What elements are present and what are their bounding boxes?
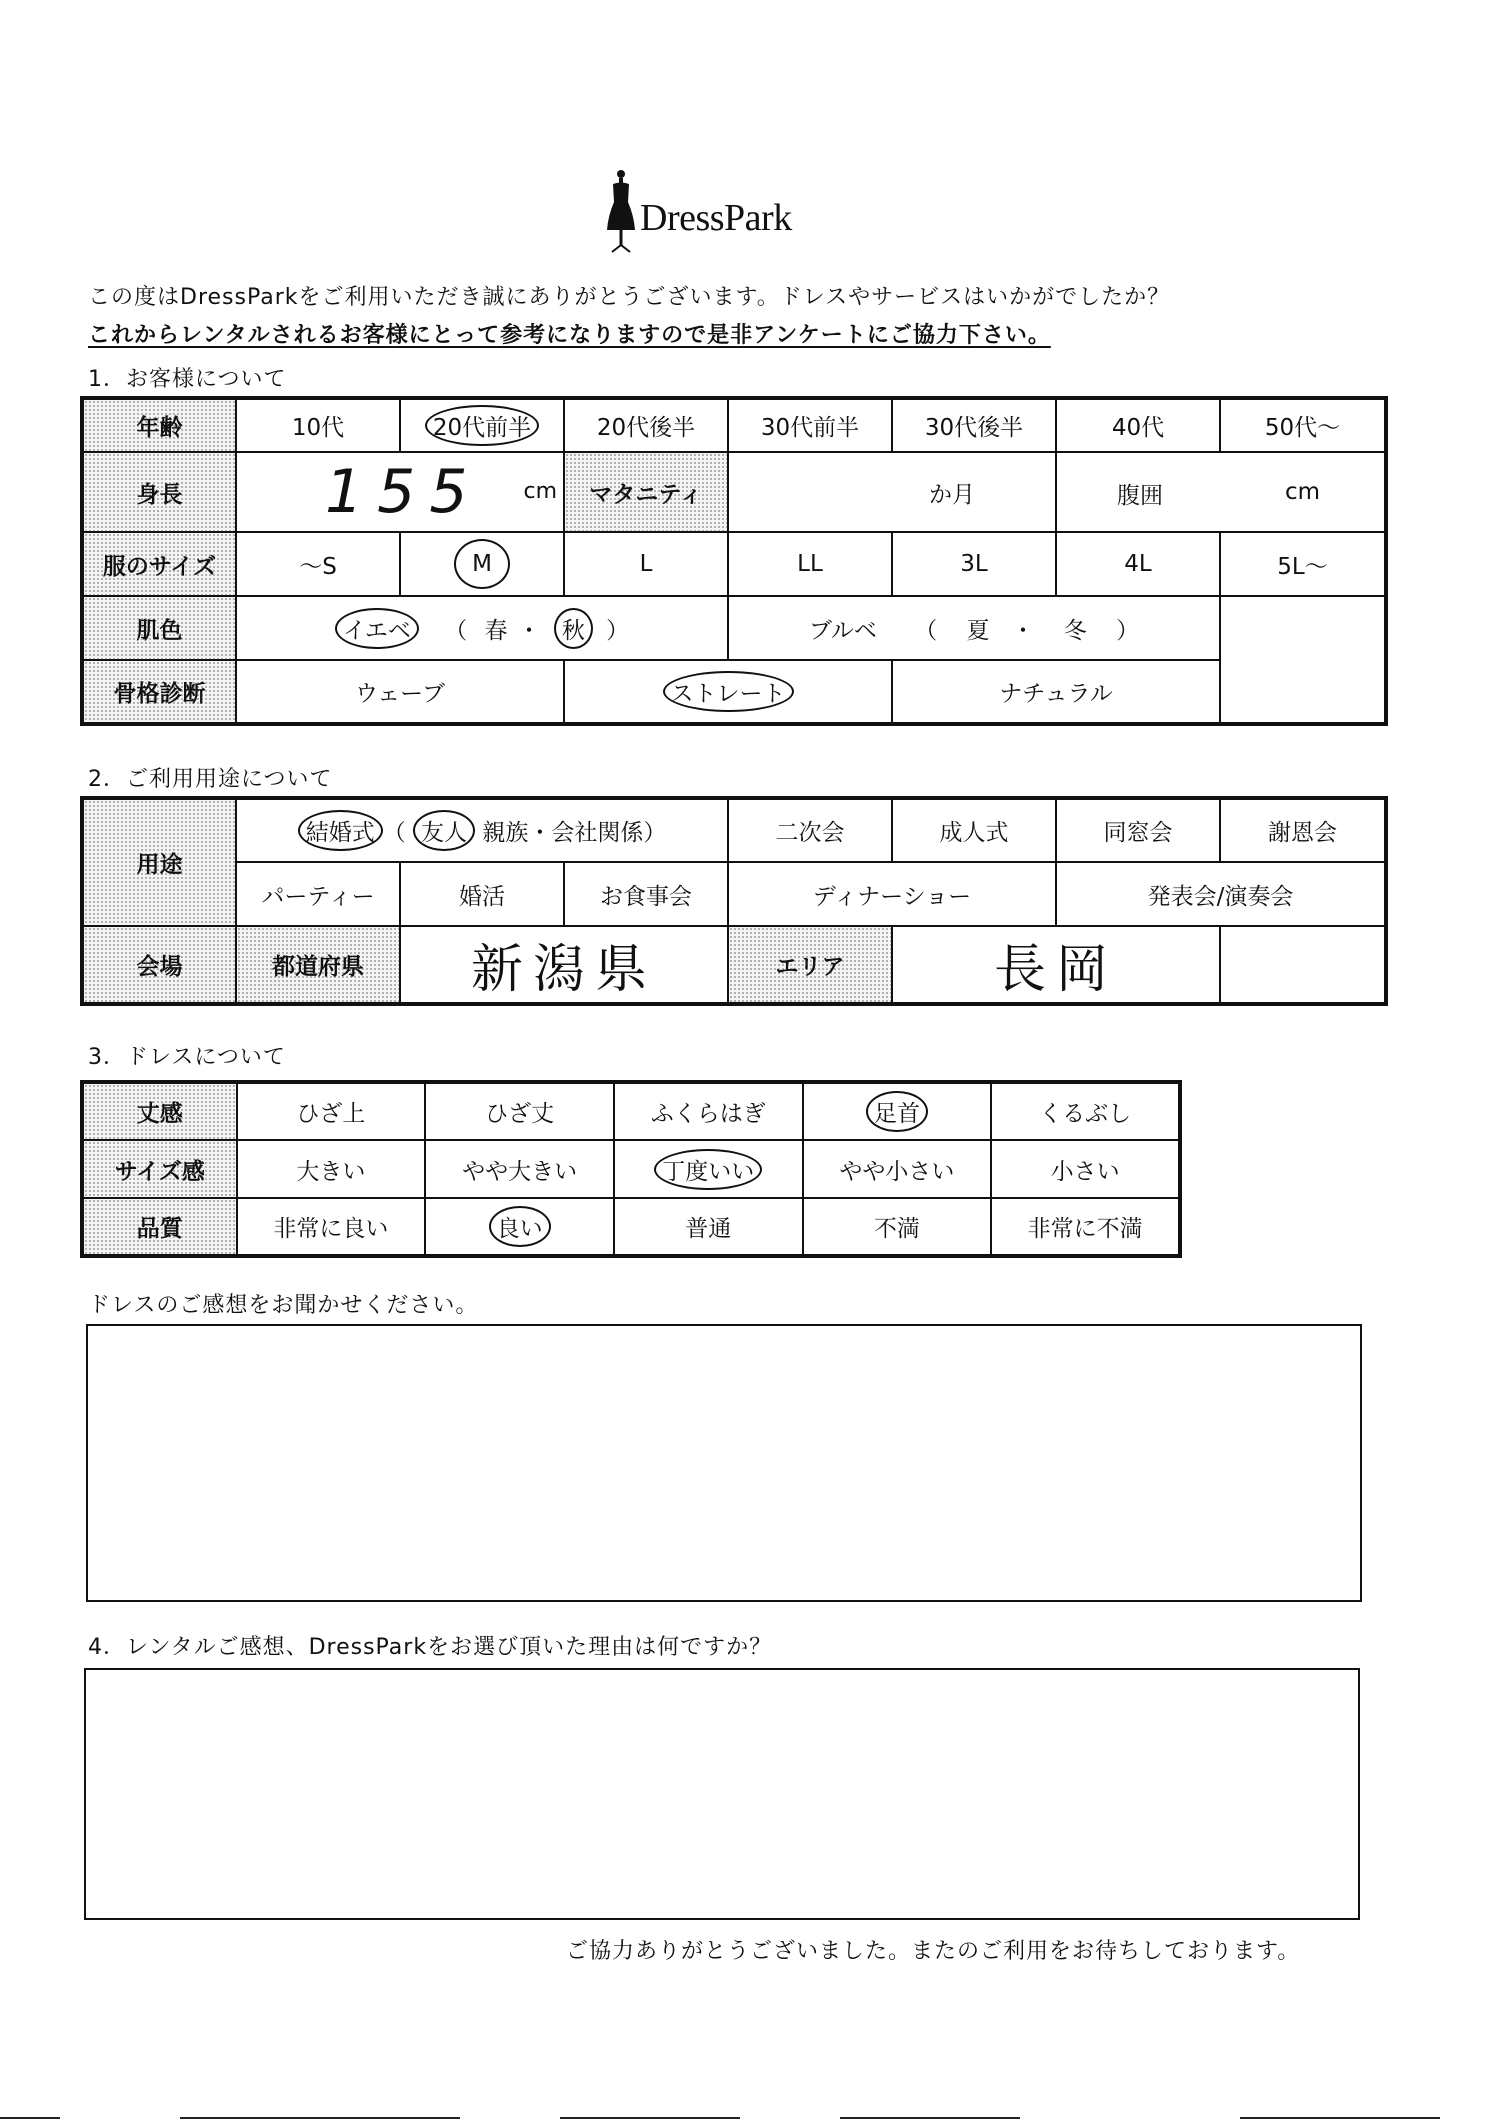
quality-option[interactable]: 非常に良い [237,1198,426,1256]
customer-table [80,396,1388,726]
area-field[interactable] [892,926,1220,1004]
yellow-base-selected: イエベ [335,608,419,649]
friend-selected: 友人 [413,810,475,851]
height-unit: cm [523,479,557,504]
yellow-base-field[interactable]: イエベ （ 春 ・ 秋 ） [236,596,728,660]
age-row [82,398,1386,452]
quality-label: 品質 [82,1198,237,1256]
section2-title: 2．ご利用用途について [88,767,333,792]
dresspark-logo [600,168,860,260]
usage-option[interactable]: お食事会 [564,862,728,926]
length-row [82,1082,1180,1140]
summer-option: 夏 [966,617,990,644]
age-option[interactable]: 30代前半 [728,398,892,452]
size-option[interactable]: 4L [1056,532,1220,596]
fit-option-selected[interactable]: 丁度いい [614,1140,803,1198]
frame-row [82,660,1386,724]
age-option[interactable]: 50代～ [1220,398,1386,452]
usage-option[interactable]: 婚活 [400,862,564,926]
blank-cell [1220,926,1386,1004]
frame-option[interactable]: ナチュラル [892,660,1220,724]
usage-row-1 [82,798,1386,862]
spring-option: 春 [484,617,508,644]
family-company-option: 親族・会社関係 [482,820,644,846]
scan-edge [180,2117,460,2119]
months-unit: か月 [929,481,975,508]
section1-title: 1．お客様について [88,367,287,392]
size-option[interactable]: ～S [236,532,400,596]
frame-option-selected[interactable]: ストレート [564,660,892,724]
size-option[interactable]: LL [728,532,892,596]
section3-title: 3．ドレスについて [88,1045,286,1070]
size-row [82,532,1386,596]
waist-label: 腹囲 [1117,483,1163,509]
usage-option[interactable]: ディナーショー [728,862,1056,926]
fit-option[interactable]: 小さい [991,1140,1180,1198]
quality-row [82,1198,1180,1256]
length-option[interactable]: ひざ丈 [425,1082,614,1140]
usage-row-2 [82,862,1386,926]
quality-option[interactable]: 普通 [614,1198,803,1256]
area-value: 長岡 [994,940,1119,1000]
age-option[interactable]: 40代 [1056,398,1220,452]
height-value: 155 [325,457,482,527]
brand-name: DressPark [640,197,792,239]
intro-request: これからレンタルされるお客様にとって参考になりますので是非アンケートにご協力下さい。 [88,323,1051,348]
length-label: 丈感 [82,1082,237,1140]
dress-comment-prompt: ドレスのご感想をお聞かせください。 [88,1293,479,1318]
usage-option[interactable]: 二次会 [728,798,892,862]
blue-base-option: ブルベ [808,617,877,644]
skin-row [82,596,1386,660]
fit-option[interactable]: やや小さい [803,1140,992,1198]
quality-option[interactable]: 不満 [803,1198,992,1256]
wedding-field[interactable]: 結婚式 （ 友人 親族・会社関係） [236,798,728,862]
size-option[interactable]: L [564,532,728,596]
scan-edge [560,2117,740,2119]
usage-table [80,796,1388,1006]
size-option[interactable]: 5L～ [1220,532,1386,596]
usage-option[interactable]: 謝恩会 [1220,798,1386,862]
prefecture-value: 新潟県 [471,940,658,1000]
autumn-selected: 秋 [554,608,593,649]
length-option-selected[interactable]: 足首 [803,1082,992,1140]
age-option[interactable]: 20代後半 [564,398,728,452]
area-label: エリア [728,926,892,1004]
usage-option[interactable]: 発表会/演奏会 [1056,862,1386,926]
fit-label: サイズ感 [82,1140,237,1198]
usage-option[interactable]: パーティー [236,862,400,926]
waist-field[interactable] [1056,452,1386,532]
waist-unit: cm [1284,479,1320,505]
age-option-selected[interactable]: 20代前半 [400,398,564,452]
frame-label: 骨格診断 [82,660,236,724]
size-option[interactable]: 3L [892,532,1056,596]
frame-option[interactable]: ウェーブ [236,660,564,724]
intro-text: この度はDressParkをご利用いただき誠にありがとうございます。ドレスやサービスはいかがでしたか？ [88,285,1171,310]
usage-option[interactable]: 同窓会 [1056,798,1220,862]
quality-option-selected[interactable]: 良い [425,1198,614,1256]
usage-label: 用途 [82,798,236,926]
skin-label: 肌色 [82,596,236,660]
dress-form-icon [604,168,638,254]
section4-title: 4．レンタルご感想、DressParkをお選び頂いた理由は何ですか？ [88,1635,773,1660]
fit-option[interactable]: 大きい [237,1140,426,1198]
height-row [82,452,1386,532]
fit-row [82,1140,1180,1198]
size-option-selected[interactable]: M [400,532,564,596]
maternity-months-field[interactable] [728,452,1056,532]
venue-row [82,926,1386,1004]
age-label: 年齢 [82,398,236,452]
scan-edge [840,2117,1020,2119]
usage-option[interactable]: 成人式 [892,798,1056,862]
prefecture-field[interactable] [400,926,728,1004]
scan-edge [0,2117,60,2119]
wedding-selected: 結婚式 [298,810,383,851]
prefecture-label: 都道府県 [236,926,400,1004]
age-option[interactable]: 30代後半 [892,398,1056,452]
venue-label: 会場 [82,926,236,1004]
age-option[interactable]: 10代 [236,398,400,452]
size-label: 服のサイズ [82,532,236,596]
blank-cell [1220,596,1386,660]
length-option[interactable]: ふくらはぎ [614,1082,803,1140]
length-option[interactable]: ひざ上 [237,1082,426,1140]
winter-option: 冬 [1063,617,1087,644]
footer-thanks: ご協力ありがとうございました。またのご利用をお待ちしております。 [566,1939,1301,1964]
rental-comment-box[interactable] [84,1668,1360,1920]
length-option[interactable]: くるぶし [991,1082,1180,1140]
height-field[interactable] [236,452,564,532]
blank-cell [1220,660,1386,724]
scan-edge [1240,2117,1440,2119]
fit-option[interactable]: やや大きい [425,1140,614,1198]
maternity-label: マタニティ [564,452,728,532]
quality-option[interactable]: 非常に不満 [991,1198,1180,1256]
height-label: 身長 [82,452,236,532]
dress-comment-box[interactable] [86,1324,1362,1602]
blue-base-field[interactable]: ブルベ （ 夏 ・ 冬 ） [728,596,1220,660]
dress-table [80,1080,1182,1258]
